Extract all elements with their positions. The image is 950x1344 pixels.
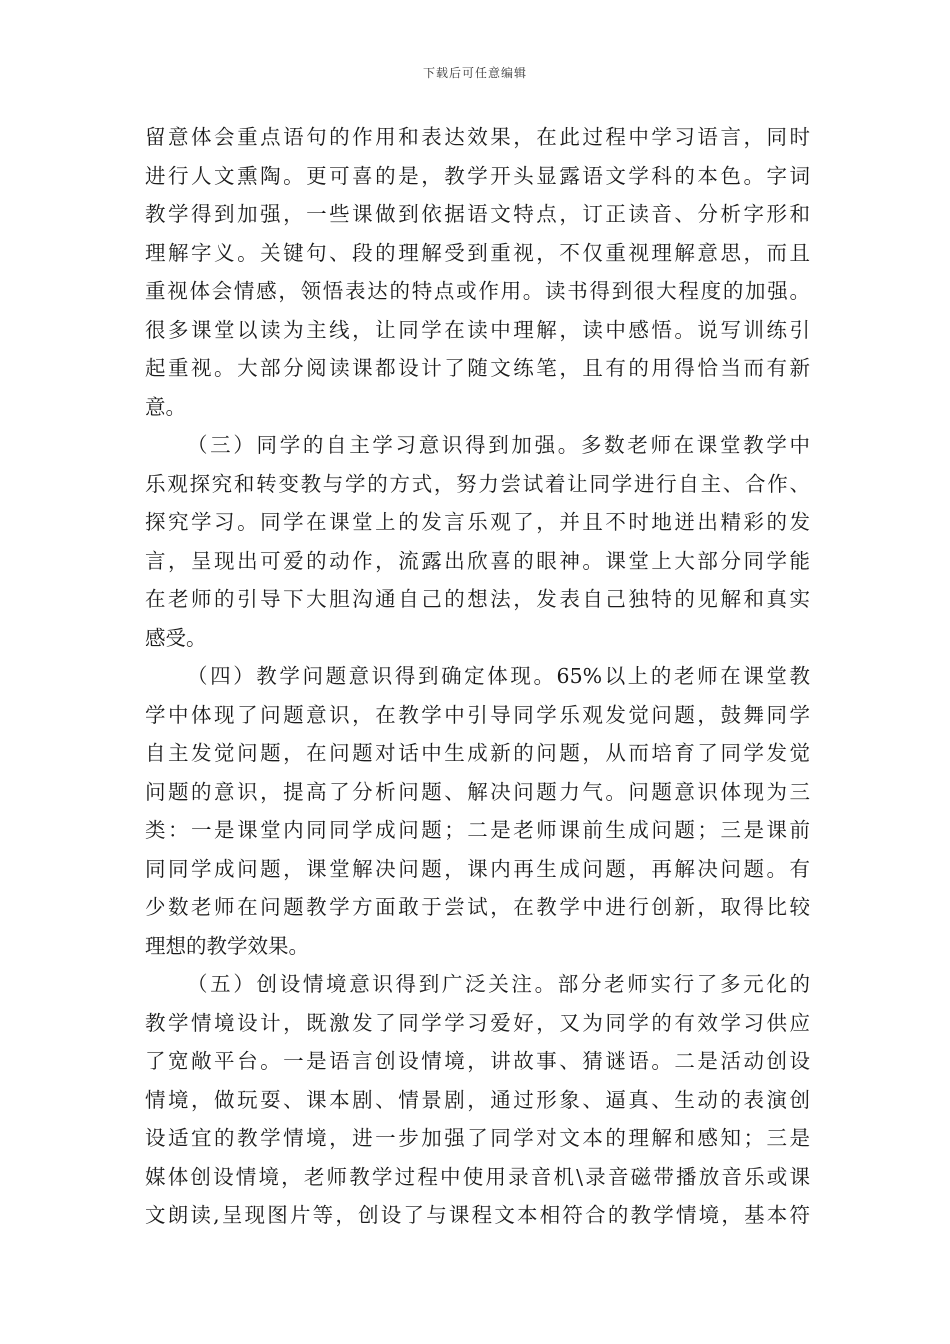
text-line: 进行人文熏陶。更可喜的是，教学开头显露语文学科的本色。字词: [145, 163, 810, 188]
text-line: 起重视。大部分阅读课都设计了随文练笔，且有的用得恰当而有新: [145, 356, 810, 380]
text-line: 言，呈现出可爱的动作，流露出欣喜的眼神。课堂上大部分同学能: [145, 548, 810, 573]
text-line: 文朗读,呈现图片等，创设了与课程文本相符合的教学情境，基本符: [145, 1203, 810, 1227]
text-line: 类：一是课堂内同同学成问题；二是老师课前生成问题；三是课前: [145, 818, 810, 842]
text-line: 同同学成问题，课堂解决问题，课内再生成问题，再解决问题。有: [145, 856, 810, 881]
text-line: 设适宜的教学情境，进一步加强了同学对文本的理解和感知；三是: [145, 1126, 810, 1150]
text-line: 探究学习。同学在课堂上的发言乐观了，并且不时地迸出精彩的发: [145, 510, 810, 534]
text-line: 理解字义。关键句、段的理解受到重视，不仅重视理解意思，而且: [145, 240, 810, 265]
text-line: 情境，做玩耍、课本剧、情景剧，通过形象、逼真、生动的表演创: [145, 1087, 810, 1112]
page-header: 下载后可任意编辑: [422, 66, 527, 80]
text-line: 意。: [145, 394, 186, 419]
paragraph-1: [145, 118, 810, 426]
text-line: 乐观探究和转变教与学的方式，努力尝试着让同学进行自主、合作、: [145, 471, 810, 496]
text-line: （三）同学的自主学习意识得到加强。多数老师在课堂教学中: [187, 433, 810, 457]
text-line: 学中体现了问题意识，在教学中引导同学乐观发觉问题，鼓舞同学: [145, 702, 810, 727]
text-line: 媒体创设情境，老师教学过程中使用录音机\录音磁带播放音乐或课: [145, 1164, 810, 1189]
text-line: 教学情境设计，既激发了同学学习爱好，又为同学的有效学习供应: [145, 1010, 810, 1035]
text-line: （四）教学问题意识得到确定体现。65%以上的老师在课堂教: [187, 664, 810, 688]
text-line: 留意体会重点语句的作用和表达效果，在此过程中学习语言，同时: [145, 125, 810, 149]
paragraph-4: [145, 965, 810, 1235]
paragraph-2: [145, 426, 810, 657]
text-line: 少数老师在问题教学方面敢于尝试，在教学中进行创新，取得比较: [145, 895, 810, 919]
document-body: [145, 118, 810, 1235]
text-line: （五）创设情境意识得到广泛关注。部分老师实行了多元化的: [187, 972, 810, 996]
text-line: 重视体会情感，领悟表达的特点或作用。读书得到很大程度的加强。: [145, 279, 810, 303]
text-line: 感受。: [145, 625, 207, 650]
paragraph-3: [145, 657, 810, 965]
text-line: 自主发觉问题，在问题对话中生成新的问题，从而培育了同学发觉: [145, 741, 810, 765]
text-line: 在老师的引导下大胆沟通自己的想法，发表自己独特的见解和真实: [145, 587, 810, 611]
text-line: 问题的意识，提高了分析问题、解决问题力气。问题意识体现为三: [145, 779, 810, 804]
text-line: 很多课堂以读为主线，让同学在读中理解，读中感悟。说写训练引: [145, 317, 810, 342]
text-line: 理想的教学效果。: [145, 933, 309, 958]
text-line: 教学得到加强，一些课做到依据语文特点，订正读音、分析字形和: [145, 202, 810, 226]
text-line: 了宽敞平台。一是语言创设情境，讲故事、猜谜语。二是活动创设: [145, 1049, 810, 1073]
